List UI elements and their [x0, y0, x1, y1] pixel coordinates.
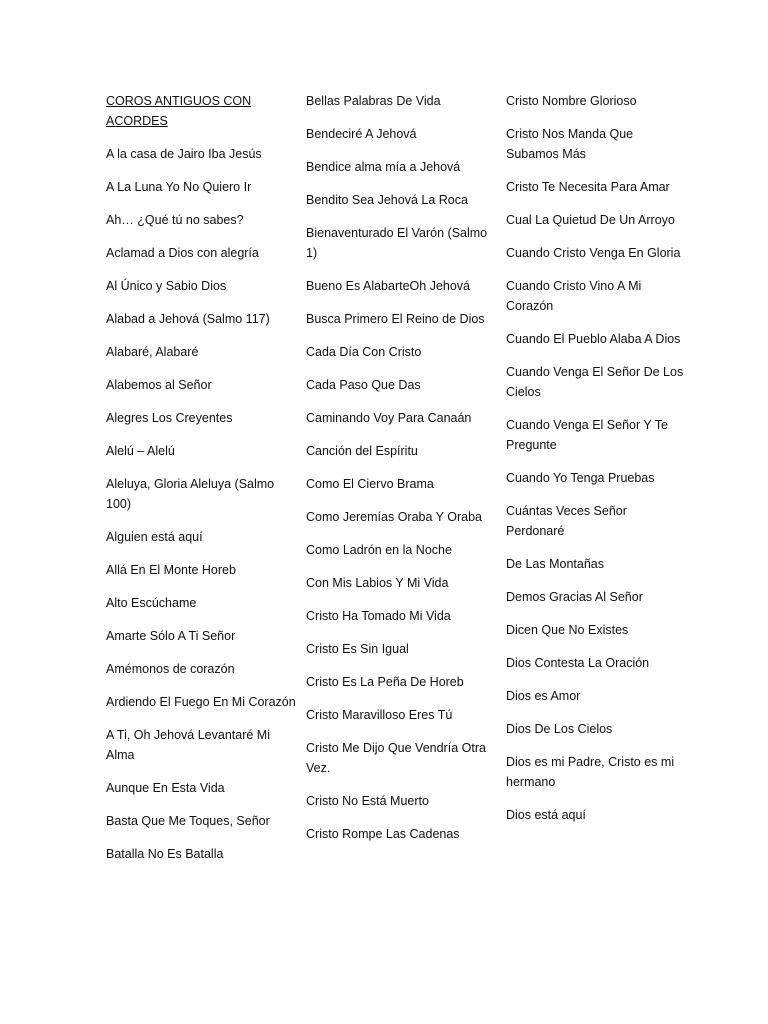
song-title: De Las Montañas [506, 557, 604, 571]
song-title: Canción del Espíritu [306, 444, 418, 458]
song-title: A la casa de Jairo Iba Jesús [106, 147, 262, 161]
song-title: Bienaventurado El Varón (Salmo 1) [306, 226, 488, 260]
song-title: A La Luna Yo No Quiero Ir [106, 180, 252, 194]
song-title: Alabaré, Alabaré [106, 345, 199, 359]
song-title: Busca Primero El Reino de Dios [306, 312, 485, 326]
column-2 [306, 91, 496, 857]
song-title: Al Único y Sabio Dios [106, 279, 227, 293]
song-title: Como Jeremías Oraba Y Oraba [306, 510, 483, 524]
song-title: Cristo Es Sin Igual [306, 642, 409, 656]
song-title: Aclamad a Dios con alegría [106, 246, 259, 260]
song-title: Amémonos de corazón [106, 662, 235, 676]
song-title: Batalla No Es Batalla [106, 847, 224, 861]
song-title: Cristo Nombre Glorioso [506, 94, 637, 108]
song-title: Cristo Rompe Las Cadenas [306, 827, 460, 841]
song-title: Alto Escúchame [106, 596, 197, 610]
song-title: Aleluya, Gloria Aleluya (Salmo 100) [106, 477, 275, 511]
song-title: Cada Paso Que Das [306, 378, 421, 392]
song-title: Bendito Sea Jehová La Roca [306, 193, 468, 207]
song-title: Cada Día Con Cristo [306, 345, 422, 359]
song-title: Cuando Venga El Señor Y Te Pregunte [506, 418, 668, 452]
song-title: Bendice alma mía a Jehová [306, 160, 461, 174]
song-title: Alabemos al Señor [106, 378, 212, 392]
song-title: Cuando Venga El Señor De Los Cielos [506, 365, 684, 399]
song-title: Cristo Es La Peña De Horeb [306, 675, 464, 689]
document-heading: COROS ANTIGUOS CON ACORDES [106, 94, 252, 128]
song-title: Dicen Que No Existes [506, 623, 629, 637]
song-title: Dios De Los Cielos [506, 722, 613, 736]
song-title: Amarte Sólo A Ti Señor [106, 629, 236, 643]
song-title: Bueno Es AlabarteOh Jehová [306, 279, 471, 293]
song-title: Dios Contesta La Oración [506, 656, 650, 670]
song-title: Cuando Cristo Vino A Mi Corazón [506, 279, 642, 313]
column-3 [506, 91, 686, 838]
song-title: Alelú – Alelú [106, 444, 175, 458]
song-title: Como El Ciervo Brama [306, 477, 434, 491]
song-title: Cristo Te Necesita Para Amar [506, 180, 670, 194]
song-title: Cuántas Veces Señor Perdonaré [506, 504, 627, 538]
song-title: A Ti, Oh Jehová Levantaré Mi Alma [106, 728, 270, 762]
song-title: Bendeciré A Jehová [306, 127, 417, 141]
song-title: Allá En El Monte Horeb [106, 563, 236, 577]
song-title: Dios es Amor [506, 689, 581, 703]
column-1 [106, 91, 296, 877]
song-title: Basta Que Me Toques, Señor [106, 814, 270, 828]
song-title: Caminando Voy Para Canaán [306, 411, 472, 425]
song-title: Con Mis Labios Y Mi Vida [306, 576, 449, 590]
song-title: Cual La Quietud De Un Arroyo [506, 213, 675, 227]
song-title: Cuando El Pueblo Alaba A Dios [506, 332, 681, 346]
song-title: Como Ladrón en la Noche [306, 543, 452, 557]
song-title: Ah… ¿Qué tú no sabes? [106, 213, 244, 227]
song-title: Alguien está aquí [106, 530, 203, 544]
song-title: Aunque En Esta Vida [106, 781, 225, 795]
song-title: Ardiendo El Fuego En Mi Corazón [106, 695, 296, 709]
song-title: Alabad a Jehová (Salmo 117) [106, 312, 270, 326]
song-title: Dios es mi Padre, Cristo es mi hermano [506, 755, 675, 789]
song-title: Cuando Yo Tenga Pruebas [506, 471, 655, 485]
song-title: Demos Gracias Al Señor [506, 590, 643, 604]
song-title: Alegres Los Creyentes [106, 411, 233, 425]
song-title: Cristo No Está Muerto [306, 794, 429, 808]
song-title: Cuando Cristo Venga En Gloria [506, 246, 681, 260]
song-title: Cristo Ha Tomado Mi Vida [306, 609, 451, 623]
song-title: Cristo Me Dijo Que Vendría Otra Vez. [306, 741, 486, 775]
song-title: Cristo Nos Manda Que Subamos Más [506, 127, 634, 161]
song-title: Cristo Maravilloso Eres Tú [306, 708, 453, 722]
song-title: Bellas Palabras De Vida [306, 94, 441, 108]
song-title: Dios está aquí [506, 808, 586, 822]
